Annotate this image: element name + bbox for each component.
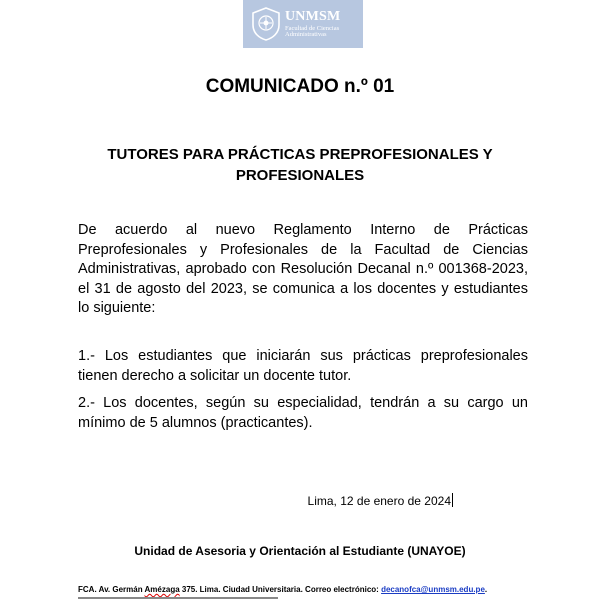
document-subtitle: TUTORES PARA PRÁCTICAS PREPROFESIONALES Y PROFESIONALES	[107, 146, 493, 184]
university-seal-icon	[251, 7, 281, 41]
signature-unit: Unidad de Asesoria y Orientación al Estudiante (UNAYOE)	[134, 544, 466, 558]
footer-text-misspelled: Amézaga	[144, 585, 180, 594]
document-date	[308, 493, 453, 508]
text-cursor	[452, 493, 453, 507]
intro-paragraph: De acuerdo al nuevo Reglamento Interno de Prácticas Preprofesionales y Profesionales de la Facultad de Ciencias Administrativas, aprobado con Resolución Decanal n.º 001368-2023, el 31 de agosto del 2023, se comunica a los docentes y estudiantes lo siguiente:	[78, 222, 528, 316]
list-item: 1.- Los estudiantes que iniciarán sus prácticas preprofesionales tienen derecho a solicitar un docente tutor.	[78, 348, 528, 384]
date-text: Lima, 12 de enero de 2024	[307, 494, 451, 508]
logo-subtitle-line1: Facultad de Ciencias	[285, 24, 340, 32]
faculty-logo	[243, 0, 363, 48]
footer-cutoff-text	[78, 597, 278, 599]
footer-text-prefix: FCA. Av. Germán	[78, 585, 145, 594]
logo-title: UNMSM	[285, 8, 341, 24]
logo-subtitle-line2: Administrativas	[285, 31, 327, 38]
footer-second-line	[78, 596, 278, 600]
footer-text-middle: 375. Lima. Ciudad Universitaria. Correo electrónico:	[179, 585, 382, 594]
footer-email-link[interactable]: decanofca@unmsm.edu.pe	[381, 585, 485, 594]
footer-text-suffix: .	[484, 585, 488, 594]
footer-address	[78, 585, 487, 594]
document-title: COMUNICADO n.º 01	[205, 76, 395, 97]
list-item: 2.- Los docentes, según su especialidad, tendrán a su cargo un mínimo de 5 alumnos (practicantes).	[78, 395, 528, 431]
